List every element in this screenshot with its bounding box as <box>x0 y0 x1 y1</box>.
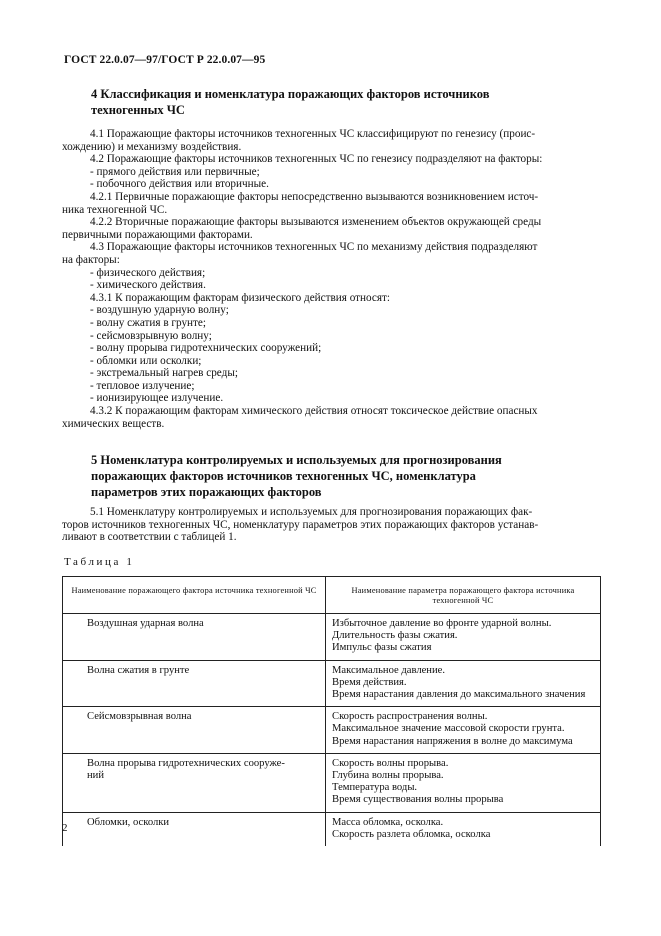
parameter-line: Масса обломка, осколка. <box>332 816 444 828</box>
paragraph-line: ника техногенной ЧС. <box>62 203 168 216</box>
paragraph-line: 5.1 Номенклатуру контролируемых и используемых для прогнозирования поражающих фак- <box>90 506 533 518</box>
table-body <box>63 614 601 847</box>
list-item: - экстремальный нагрев среды; <box>90 367 238 380</box>
list-item: - тепловое излучение; <box>90 379 195 392</box>
factor-name: ний <box>87 770 105 782</box>
list-item: - обломки или осколки; <box>90 354 202 367</box>
table-header-row <box>63 577 601 614</box>
section-5-title-line: параметров этих поражающих факторов <box>91 485 322 499</box>
factor-cell <box>63 660 326 707</box>
table-caption: Таблица 1 <box>64 556 135 568</box>
paragraph-line: 4.3 Поражающие факторы источников техногенных ЧС по механизму действия подразделяют <box>90 241 538 254</box>
factor-name: Волна прорыва гидротехнических сооруже- <box>87 757 285 769</box>
table-row <box>63 753 601 812</box>
parameter-cell <box>326 812 601 846</box>
list-item: - сейсмовзрывную волну; <box>90 329 212 342</box>
parameter-cell <box>326 614 601 661</box>
paragraph-line: 4.3.1 К поражающим факторам физического действия относят: <box>90 291 391 304</box>
parameter-line: Скорость распространения волны. <box>332 711 488 723</box>
table-row <box>63 812 601 846</box>
parameter-line: Время существования волны прорыва <box>332 794 504 806</box>
list-item: - ионизирующее излучение. <box>90 392 224 405</box>
parameter-line: Скорость волны прорыва. <box>332 757 449 769</box>
list-item: - химического действия. <box>90 279 206 292</box>
factor-name: Воздушная ударная волна <box>87 618 204 629</box>
list-item: - воздушную ударную волну; <box>90 304 229 317</box>
list-item: - физического действия; <box>90 266 206 279</box>
paragraph-line: торов источников техногенных ЧС, номенклатуру параметров этих поражающих факторов устанав- <box>62 518 539 531</box>
paragraph-line: 4.2 Поражающие факторы источников техногенных ЧС по генезису подразделяют на факторы: <box>90 153 543 166</box>
parameter-line: Импульс фазы сжатия <box>332 642 432 654</box>
paragraph-line: 4.1 Поражающие факторы источников техногенных ЧС классифицируют по генезису (проис- <box>90 128 536 140</box>
parameter-line: Максимальное давление. <box>332 664 445 676</box>
factor-cell <box>63 707 326 754</box>
table-row <box>63 614 601 661</box>
paragraph-line: ливают в соответствии с таблицей 1. <box>62 531 237 544</box>
list-item: - волну прорыва гидротехнических сооружений; <box>90 342 322 355</box>
table-1 <box>62 576 601 846</box>
section-4-title-line: 4 Классификация и номенклатура поражающих факторов источников <box>91 87 490 101</box>
paragraph-line: химических веществ. <box>62 417 165 430</box>
factor-cell <box>63 753 326 812</box>
table-header-factor: Наименование поражающего фактора источника техногенной ЧС <box>63 577 326 614</box>
parameter-line: Глубина волны прорыва. <box>332 770 444 782</box>
factor-name: Обломки, осколки <box>87 816 170 828</box>
parameter-line: Скорость разлета обломка, осколка <box>332 828 491 840</box>
section-5-title <box>91 452 591 500</box>
paragraph-line: на факторы: <box>62 253 120 266</box>
paragraph-line: 4.2.1 Первичные поражающие факторы непосредственно вызываются возникновением источ- <box>90 190 539 203</box>
document-header: ГОСТ 22.0.07—97/ГОСТ Р 22.0.07—95 <box>64 54 266 66</box>
parameter-line: Время нарастания давления до максимального значения <box>332 689 586 701</box>
factor-name: Сейсмовзрывная волна <box>87 711 192 723</box>
page-number: 2 <box>62 822 68 834</box>
section-4-title-line: техногенных ЧС <box>91 103 185 117</box>
parameter-line: Избыточное давление во фронте ударной волны. <box>332 618 552 629</box>
parameter-line: Время действия. <box>332 676 407 688</box>
paragraph-line: хождению) и механизму воздействия. <box>62 140 242 153</box>
section-4-title <box>91 86 591 118</box>
parameter-cell <box>326 660 601 707</box>
list-item: - волну сжатия в грунте; <box>90 316 206 329</box>
section-5-body <box>62 506 602 544</box>
factor-cell <box>63 812 326 846</box>
list-item: - прямого действия или первичные; <box>90 165 260 178</box>
parameter-line: Максимальное значение массовой скорости грунта. <box>332 723 565 735</box>
paragraph-line: первичными поражающими факторами. <box>62 228 253 241</box>
section-5-title-line: 5 Номенклатура контролируемых и используемых для прогнозирования <box>91 453 502 467</box>
parameter-line: Температура воды. <box>332 782 418 794</box>
table-row <box>63 660 601 707</box>
section-5-title-line: поражающих факторов источников техногенных ЧС, номенклатура <box>91 469 476 483</box>
parameter-line: Время нарастания напряжения в волне до максимума <box>332 735 573 747</box>
paragraph-line: 4.3.2 К поражающим факторам химического действия относят токсическое действие опасных <box>90 405 538 418</box>
parameter-cell <box>326 753 601 812</box>
list-item: - побочного действия или вторичные. <box>90 178 269 191</box>
factor-cell <box>63 614 326 661</box>
parameter-line: Длительность фазы сжатия. <box>332 630 458 642</box>
table-header-parameter: Наименование параметра поражающего фактора источника техногенной ЧС <box>326 577 601 614</box>
section-4-body <box>62 128 602 430</box>
factor-name: Волна сжатия в грунте <box>87 664 190 676</box>
parameter-cell <box>326 707 601 754</box>
paragraph-line: 4.2.2 Вторичные поражающие факторы вызываются изменением объектов окружающей среды <box>90 216 542 229</box>
table-row <box>63 707 601 754</box>
